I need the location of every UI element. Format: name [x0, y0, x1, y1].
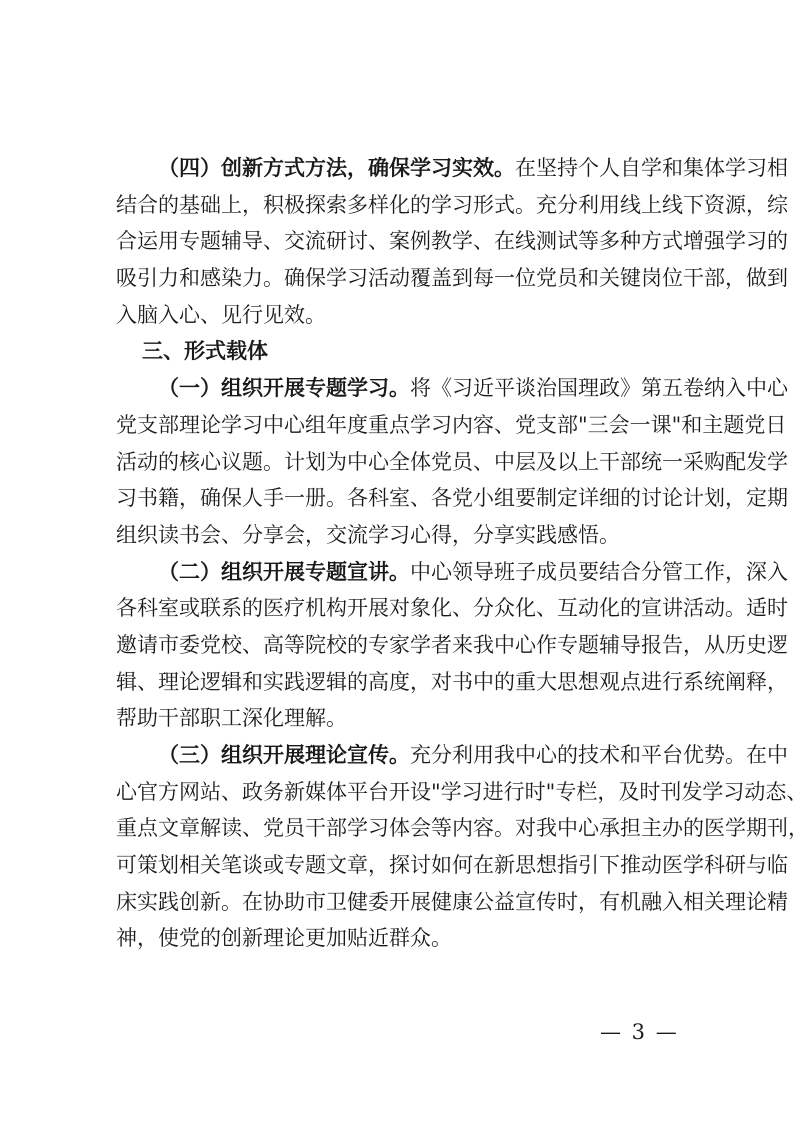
- paragraph-theory-publicity: [116, 737, 809, 957]
- text-line: 活动的核心议题。计划为中心全体党员、中层及以上干部统一采购配发学: [116, 449, 788, 474]
- text-line: 床实践创新。在协助市卫健委开展健康公益宣传时，有机融入相关理论精: [116, 889, 788, 914]
- paragraph-topic-lectures: [116, 554, 788, 737]
- text-line: 心官方网站、政务新媒体平台开设"学习进行时"专栏，及时刊发学习动态、: [116, 779, 808, 804]
- text-line: 将《习近平谈治国理政》第五卷纳入中心: [410, 376, 788, 401]
- text-line: 重点文章解读、党员干部学习体会等内容。对我中心承担主办的医学期刊，: [116, 816, 809, 841]
- paragraph-lead: （三）组织开展理论宣传。: [158, 742, 410, 767]
- text-line: 邀请市委党校、高等院校的专家学者来我中心作专题辅导报告，从历史逻: [116, 632, 788, 657]
- text-line: 组织读书会、分享会，交流学习心得，分享实践感悟。: [116, 522, 620, 547]
- text-line: 党支部理论学习中心组年度重点学习内容、党支部"三会一课"和主题党日: [116, 412, 787, 437]
- section-heading: 三、形式载体: [142, 339, 268, 364]
- text-line: 充分利用我中心的技术和平台优势。在中: [410, 743, 788, 767]
- text-line: 合运用专题辅导、交流研讨、案例教学、在线测试等多种方式增强学习的: [116, 229, 788, 254]
- document-body: [116, 150, 809, 957]
- text-line: 习书籍，确保人手一册。各科室、各党小组要制定详细的讨论计划，定期: [116, 486, 788, 511]
- text-line: 吸引力和感染力。确保学习活动覆盖到每一位党员和关键岗位干部，做到: [116, 266, 788, 291]
- text-line: 各科室或联系的医疗机构开展对象化、分众化、互动化的宣讲活动。适时: [116, 596, 788, 621]
- text-line: 入脑入心、见行见效。: [116, 302, 326, 327]
- paragraph-lead: （一）组织开展专题学习。: [158, 375, 410, 401]
- paragraph-topic-study: [116, 370, 788, 553]
- paragraph-lead: （二）组织开展专题宣讲。: [158, 558, 410, 584]
- text-line: 在坚持个人自学和集体学习相: [515, 156, 788, 180]
- paragraph-lead: （四）创新方式方法，确保学习实效。: [158, 155, 515, 180]
- text-line: 结合的基础上，积极探索多样化的学习形式。充分利用线上线下资源，综: [116, 192, 788, 217]
- text-line: 帮助干部职工深化理解。: [116, 706, 347, 731]
- text-line: 可策划相关笔谈或专题文章，探讨如何在新思想指引下推动医学科研与临: [116, 853, 788, 878]
- page-number: — 3 —: [600, 1020, 679, 1044]
- text-line: 辑、理论逻辑和实践逻辑的高度，对书中的重大思想观点进行系统阐释，: [116, 669, 788, 694]
- text-line: 神，使党的创新理论更加贴近群众。: [116, 926, 452, 951]
- text-line: 中心领导班子成员要结合分管工作，深入: [410, 559, 788, 584]
- paragraph-innovate-methods: [116, 150, 788, 333]
